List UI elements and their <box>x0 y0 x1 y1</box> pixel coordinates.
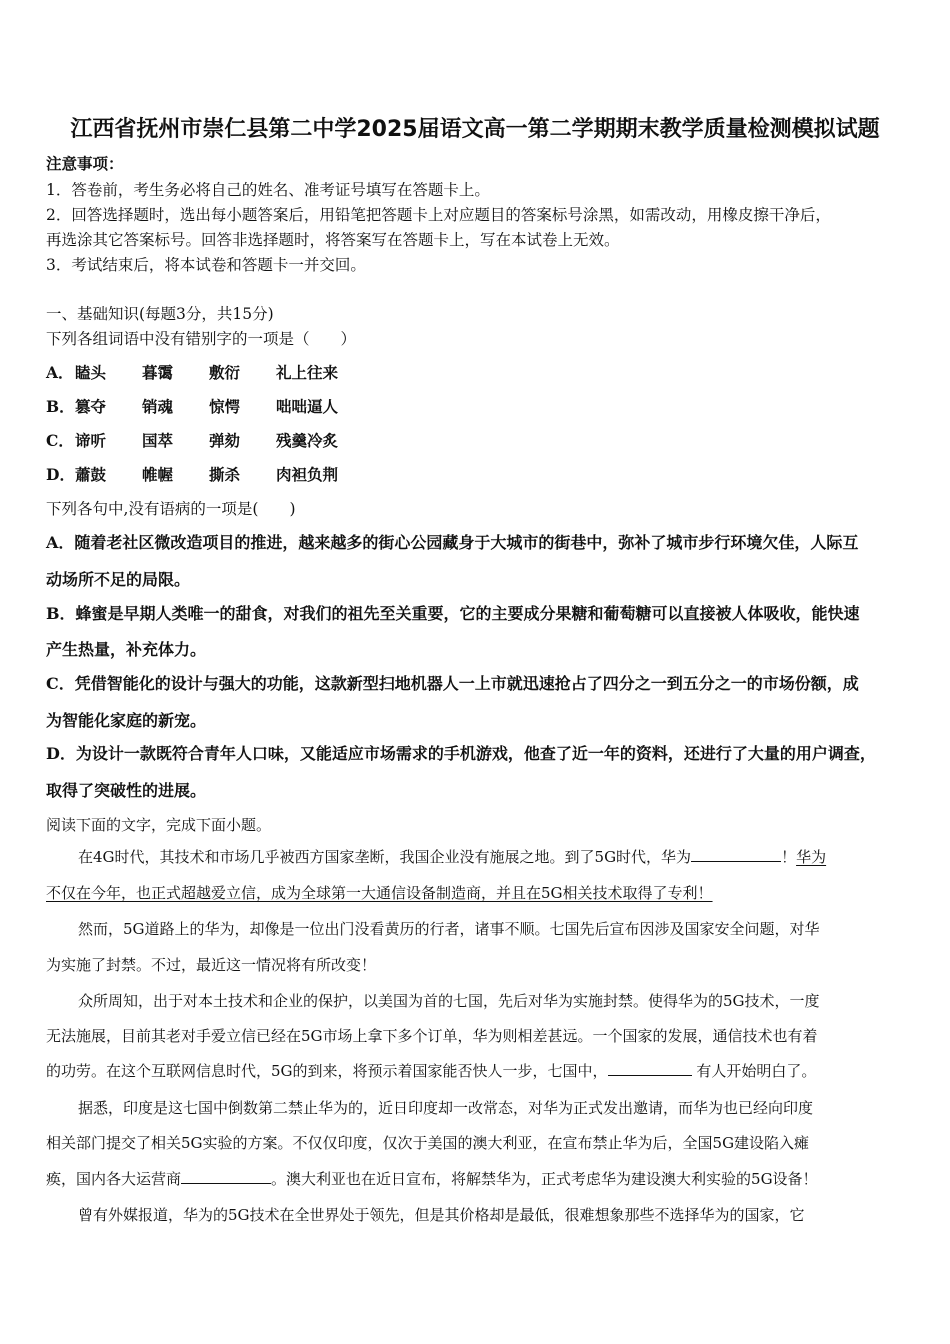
underlined-text: 不仅在今年，也正式超越爱立信，成为全球第一大通信设备制造商，并且在5G相关技术取得了专利！ <box>46 884 713 902</box>
option-word: 敷衍 <box>209 363 241 382</box>
option-word: 暮霭 <box>142 363 174 382</box>
q2-option-b-line2: 产生热量，补充体力。 <box>46 640 207 659</box>
q2-option-a-line2: 动场所不足的局限。 <box>46 570 191 589</box>
reading-paragraph-line <box>46 1168 908 1189</box>
fill-blank[interactable] <box>691 847 781 862</box>
reading-text: 众所周知，出于对本土技术和企业的保护，以美国为首的七国，先后对华为实施封禁。使得华为的5G技术，一度 <box>78 992 820 1010</box>
reading-paragraph-line <box>46 1060 908 1081</box>
reading-text: 然而，5G道路上的华为，却像是一位出门没看黄历的行者，诸事不顺。七国先后宣布因涉及国家安全问题，对华 <box>78 920 820 938</box>
section-heading: 一、基础知识(每题3分，共15分) <box>46 305 274 323</box>
reading-text: 相关部门提交了相关5G实验的方案。不仅仅印度，仅次于美国的澳大利亚，在宣布禁止华为后，全国5G建设陷入瘫 <box>46 1134 810 1152</box>
reading-text: 曾有外媒报道，华为的5G技术在全世界处于领先，但是其价格却是最低，很难想象那些不选择华为的国家，它 <box>78 1206 805 1224</box>
fill-blank[interactable] <box>608 1061 692 1076</box>
option-word: 咄咄逼人 <box>276 397 339 416</box>
option-label: A． <box>46 363 74 382</box>
notice-item: 1．答卷前，考生务必将自己的姓名、准考证号填写在答题卡上。 <box>46 181 490 199</box>
reading-text: 痪，国内各大运营商 <box>46 1170 182 1188</box>
q2-option-d-line1: D．为设计一款既符合青年人口味，又能适应市场需求的手机游戏，他查了近一年的资料，还进行了大量的用户调查， <box>46 744 876 763</box>
q2-option-d-line2: 取得了突破性的进展。 <box>46 781 207 800</box>
option-word: 帷幄 <box>142 465 174 484</box>
notice-item: 2．回答选择题时，选出每小题答案后，用铅笔把答题卡上对应题目的答案标号涂黑，如需改动，用橡皮擦干净后， <box>46 206 831 224</box>
reading-text: 的功劳。在这个互联网信息时代，5G的到来，将预示着国家能否快人一步，七国中， <box>46 1062 608 1080</box>
notice-heading: 注意事项： <box>46 154 124 173</box>
reading-text: ！ <box>781 848 797 866</box>
option-word: 销魂 <box>142 397 174 416</box>
page-title: 江西省抚州市崇仁县第二中学2025届语文高一第二学期期末教学质量检测模拟试题 <box>70 117 880 142</box>
q2-option-c-line1: C．凭借智能化的设计与强大的功能，这款新型扫地机器人一上市就迅速抢占了四分之一到五分之一的市场份额，成 <box>46 674 859 693</box>
option-word: 国萃 <box>142 431 174 450</box>
reading-text: 在4G时代，其技术和市场几乎被西方国家垄断，我国企业没有施展之地。到了5G时代，华为 <box>78 848 692 866</box>
option-word: 篡夺 <box>75 397 107 416</box>
option-word: 瞌头 <box>75 363 107 382</box>
reading-text: 有人开始明白了。 <box>696 1062 817 1080</box>
option-label: D． <box>46 465 75 484</box>
option-word: 蕭鼓 <box>75 465 107 484</box>
question-stem: 下列各组词语中没有错别字的一项是（ ） <box>46 330 357 348</box>
fill-blank[interactable] <box>181 1169 271 1184</box>
q2-option-c-line2: 为智能化家庭的新宠。 <box>46 711 207 730</box>
underlined-text: 华为 <box>796 848 827 866</box>
option-word: 残羹冷炙 <box>276 431 339 450</box>
q2-option-a-line1: A．随着老社区微改造项目的推进，越来越多的街心公园藏身于大城市的街巷中，弥补了城市步行环境欠佳，人际互 <box>46 533 859 552</box>
reading-text: 无法施展，目前其老对手爱立信已经在5G市场上拿下多个订单，华为则相差甚远。一个国家的发展，通信技术也有着 <box>46 1027 818 1045</box>
option-word: 礼上往来 <box>276 363 339 382</box>
notice-item: 再选涂其它答案标号。回答非选择题时，将答案写在答题卡上，写在本试卷上无效。 <box>46 231 620 249</box>
option-label: C． <box>46 431 74 450</box>
option-word: 撕杀 <box>209 465 241 484</box>
option-word: 肉袒负荆 <box>276 465 339 484</box>
notice-item: 3．考试结束后，将本试卷和答题卡一并交回。 <box>46 256 366 274</box>
q2-option-b-line1: B．蜂蜜是早期人类唯一的甜食，对我们的祖先至关重要，它的主要成分果糖和葡萄糖可以直接被人体吸收，能快速 <box>46 604 860 623</box>
option-label: B． <box>46 397 75 416</box>
question-stem: 下列各句中,没有语病的一项是( ) <box>46 500 296 518</box>
option-word: 惊愕 <box>209 397 241 416</box>
option-word: 谛听 <box>75 431 107 450</box>
reading-text: 据悉，印度是这七国中倒数第二禁止华为的，近日印度却一改常态，对华为正式发出邀请，而华为也已经向印度 <box>78 1099 814 1117</box>
option-word: 弹劾 <box>209 431 241 450</box>
reading-paragraph <box>46 846 908 867</box>
reading-instruction: 阅读下面的文字，完成下面小题。 <box>46 816 272 834</box>
reading-text: 。澳大利亚也在近日宣布，将解禁华为，正式考虑华为建设澳大利实验的5G设备！ <box>271 1170 818 1188</box>
reading-text: 为实施了封禁。不过，最近这一情况将有所改变！ <box>46 956 377 974</box>
